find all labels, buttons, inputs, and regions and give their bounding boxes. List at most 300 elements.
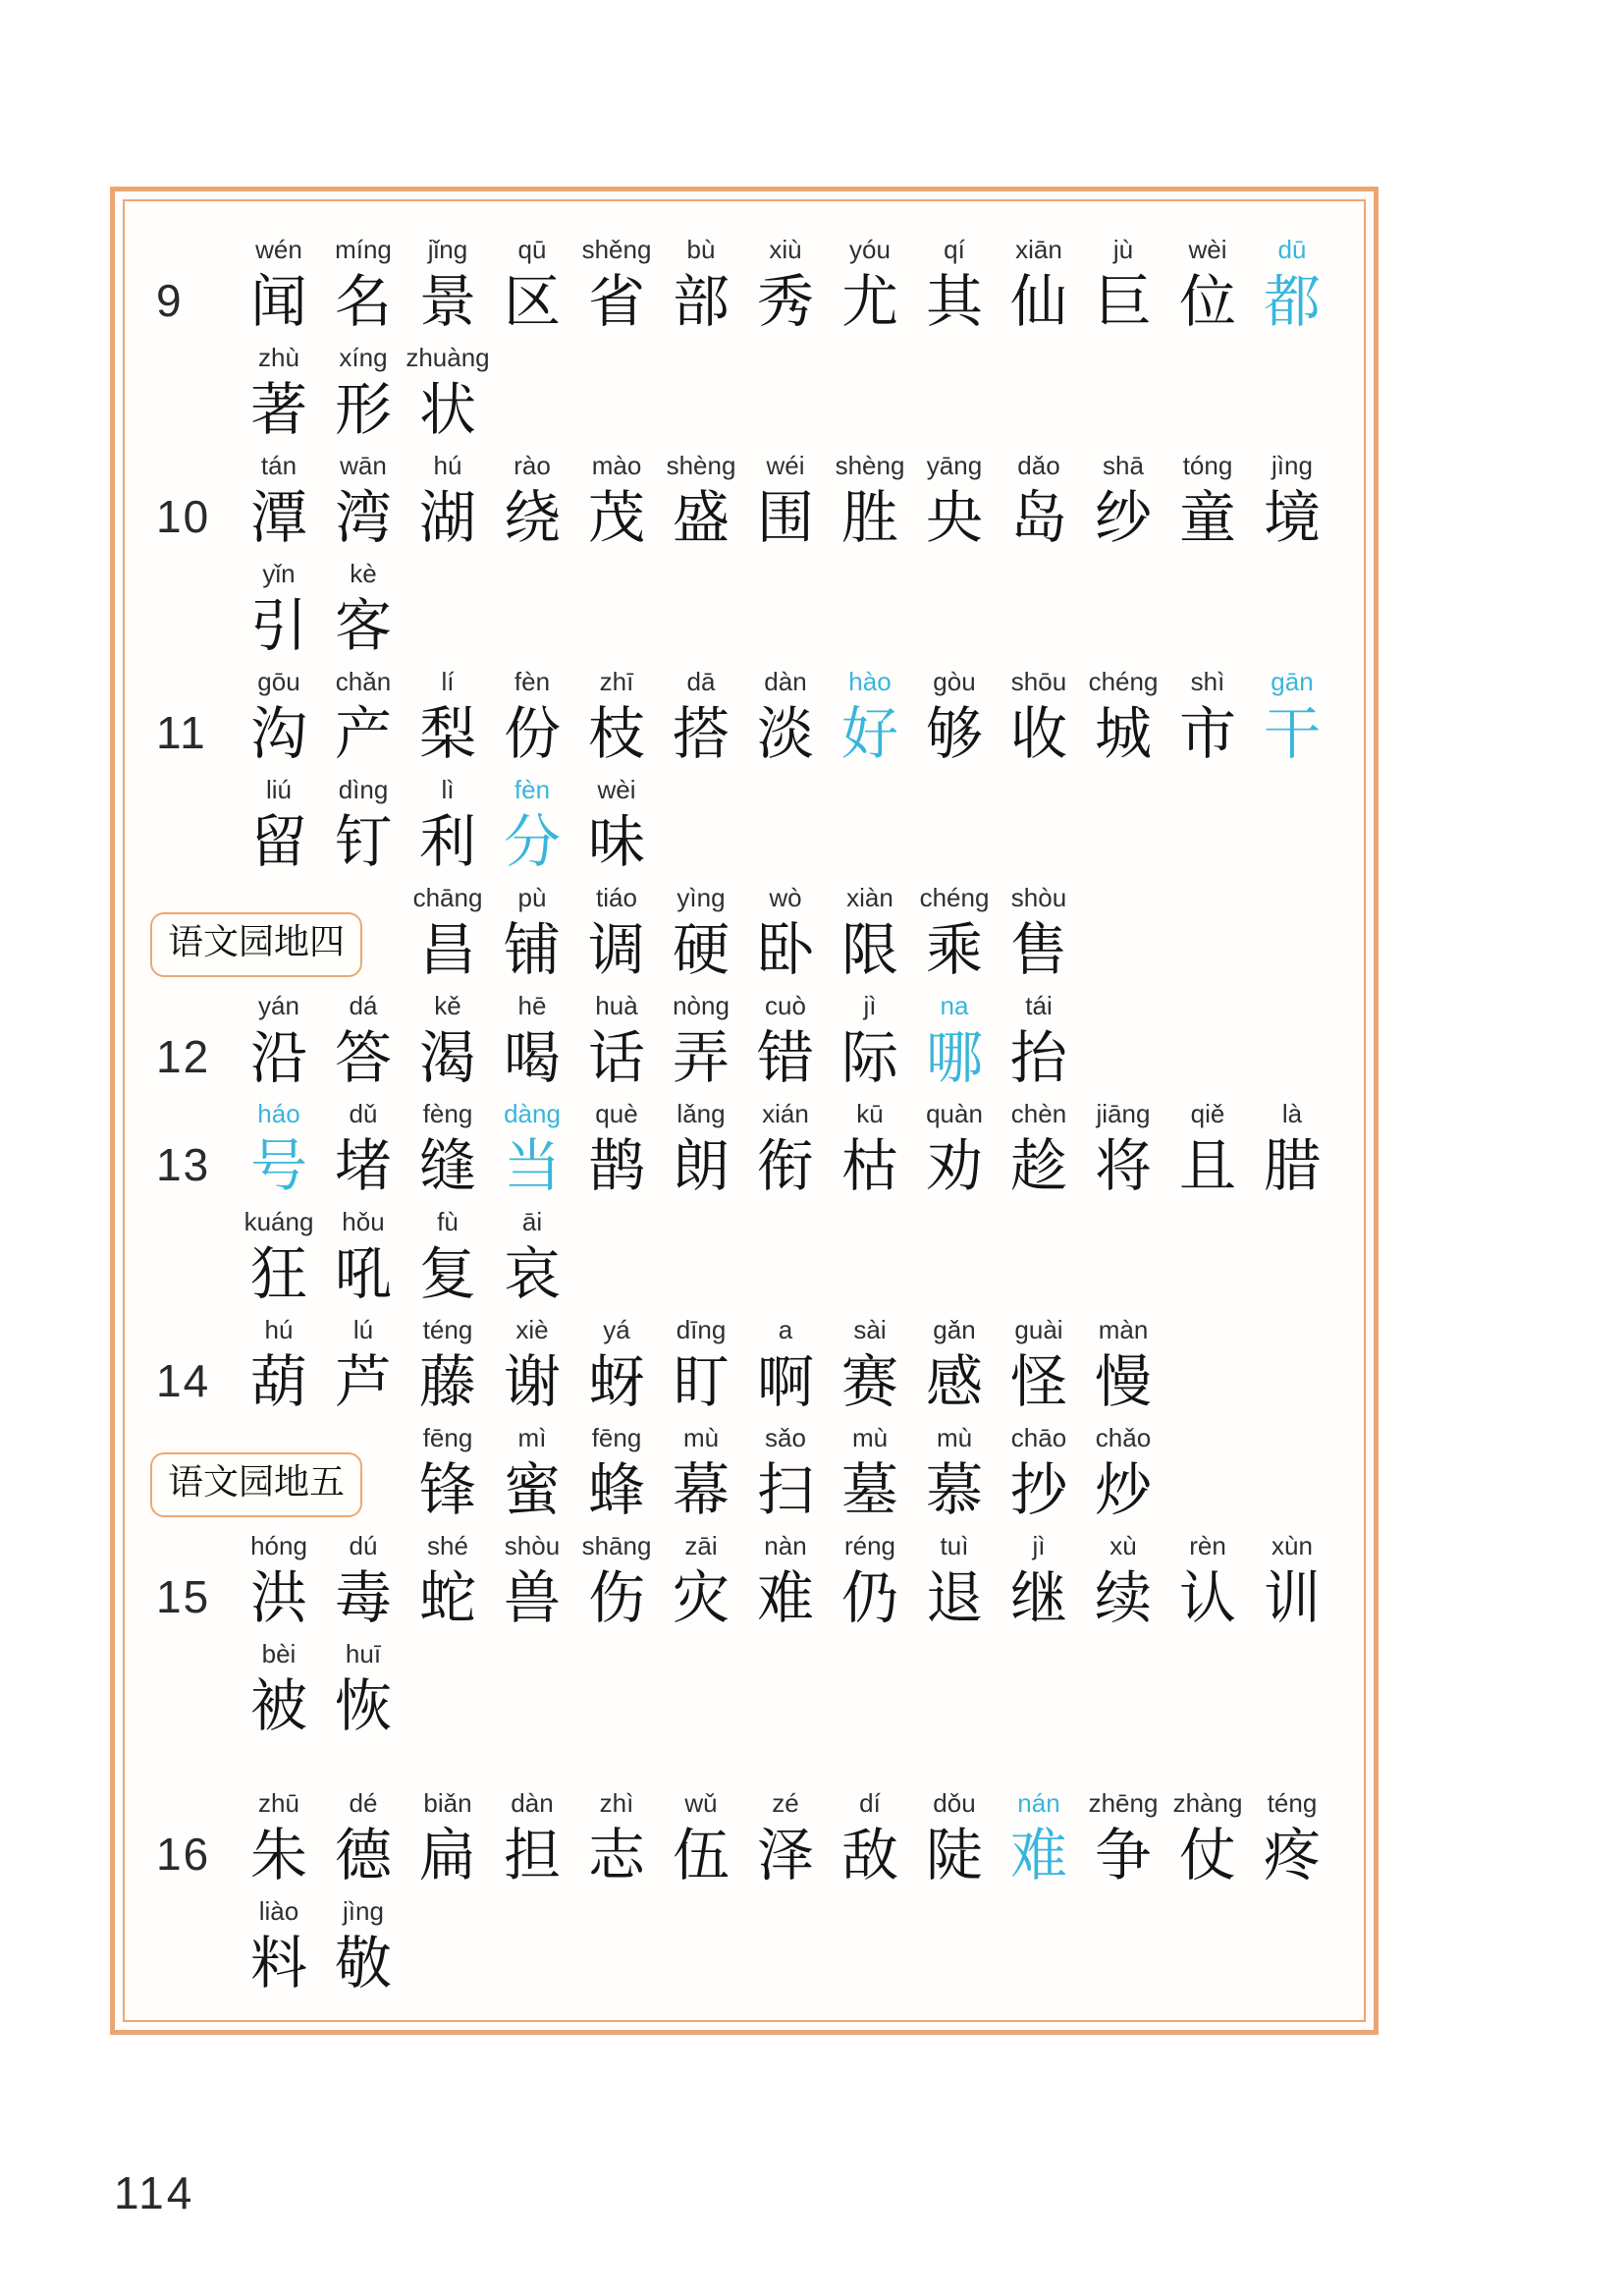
pinyin: mù bbox=[936, 1423, 973, 1452]
hanzi: 志 bbox=[587, 1822, 645, 1888]
hanzi: 引 bbox=[249, 592, 307, 659]
pinyin: zhàng bbox=[1172, 1788, 1243, 1818]
pinyin: tán bbox=[260, 451, 298, 480]
pinyin: nán bbox=[1017, 1788, 1060, 1818]
hanzi: 陡 bbox=[925, 1822, 983, 1888]
vocab-cell bbox=[1081, 447, 1165, 555]
hanzi: 梨 bbox=[418, 700, 476, 767]
pinyin: qiě bbox=[1190, 1099, 1225, 1128]
pinyin: jìng bbox=[1271, 451, 1313, 480]
lesson-number: 11 bbox=[156, 707, 207, 758]
hanzi: 蛇 bbox=[418, 1564, 476, 1631]
hanzi: 谢 bbox=[503, 1348, 561, 1415]
vocab-cell bbox=[237, 1784, 321, 1892]
hanzi: 客 bbox=[334, 592, 392, 659]
pinyin: cuò bbox=[765, 991, 806, 1020]
hanzi: 尤 bbox=[840, 268, 898, 335]
hanzi: 够 bbox=[925, 700, 983, 767]
hanzi: 朱 bbox=[249, 1822, 307, 1888]
pinyin: bèi bbox=[261, 1639, 297, 1668]
pinyin: mào bbox=[591, 451, 642, 480]
pinyin: jù bbox=[1112, 235, 1134, 264]
vocab-cell bbox=[659, 879, 743, 987]
hanzi: 被 bbox=[249, 1672, 307, 1739]
hanzi: 劝 bbox=[925, 1132, 983, 1199]
vocab-cell bbox=[1165, 231, 1250, 339]
char-list bbox=[237, 339, 1364, 447]
pinyin: là bbox=[1281, 1099, 1303, 1128]
pinyin: hú bbox=[433, 451, 462, 480]
pinyin: gōu bbox=[257, 667, 300, 696]
vocab-cell bbox=[406, 987, 490, 1095]
pinyin: wǔ bbox=[684, 1788, 718, 1818]
hanzi: 兽 bbox=[503, 1564, 561, 1631]
pinyin: dàn bbox=[764, 667, 807, 696]
pinyin: dā bbox=[686, 667, 716, 696]
pinyin: fēng bbox=[591, 1423, 642, 1452]
vocab-cell bbox=[828, 231, 912, 339]
pinyin: fèn bbox=[514, 667, 551, 696]
pinyin: zāi bbox=[684, 1531, 718, 1560]
char-list bbox=[237, 1203, 1364, 1311]
hanzi: 铺 bbox=[503, 916, 561, 983]
lesson-number-col bbox=[136, 231, 237, 339]
vocab-cell bbox=[1165, 663, 1250, 771]
hanzi: 墓 bbox=[840, 1456, 898, 1523]
pinyin: dú bbox=[349, 1531, 378, 1560]
hanzi: 衔 bbox=[756, 1132, 814, 1199]
hanzi: 茂 bbox=[587, 484, 645, 551]
pinyin: tuì bbox=[940, 1531, 969, 1560]
char-list bbox=[237, 1635, 1364, 1743]
vocab-cell bbox=[1250, 231, 1334, 339]
pinyin: shì bbox=[1190, 667, 1225, 696]
vocab-cell bbox=[490, 231, 574, 339]
lesson-number: 15 bbox=[156, 1571, 211, 1622]
hanzi: 沿 bbox=[249, 1024, 307, 1091]
vocab-cell bbox=[321, 663, 406, 771]
hanzi: 堵 bbox=[334, 1132, 392, 1199]
pinyin: wèi bbox=[597, 775, 636, 804]
vocab-cell bbox=[406, 1311, 490, 1419]
vocab-cell bbox=[1081, 1095, 1165, 1203]
vocab-cell bbox=[1165, 1784, 1250, 1892]
char-list bbox=[237, 447, 1364, 555]
hanzi: 担 bbox=[503, 1822, 561, 1888]
pinyin: kè bbox=[350, 559, 377, 588]
hanzi: 泽 bbox=[756, 1822, 814, 1888]
vocab-row bbox=[136, 1419, 1364, 1527]
vocab-cell bbox=[406, 771, 490, 879]
hanzi: 锋 bbox=[418, 1456, 476, 1523]
vocab-cell bbox=[743, 987, 828, 1095]
vocab-cell bbox=[743, 231, 828, 339]
hanzi: 恢 bbox=[334, 1672, 392, 1739]
vocab-cell bbox=[828, 1784, 912, 1892]
hanzi: 闻 bbox=[249, 268, 307, 335]
pinyin: lú bbox=[352, 1315, 374, 1344]
pinyin: zhī bbox=[599, 667, 634, 696]
pinyin: nòng bbox=[673, 991, 730, 1020]
pinyin: gǎn bbox=[933, 1315, 976, 1344]
pinyin: zhì bbox=[599, 1788, 634, 1818]
pinyin: dàng bbox=[504, 1099, 561, 1128]
hanzi: 湾 bbox=[334, 484, 392, 551]
vocab-cell bbox=[406, 1095, 490, 1203]
hanzi: 收 bbox=[1009, 700, 1067, 767]
vocab-row bbox=[136, 555, 1364, 663]
vocab-cell bbox=[997, 987, 1081, 1095]
vocab-row bbox=[136, 231, 1364, 339]
lesson-number-col bbox=[136, 1095, 237, 1203]
pinyin: sǎo bbox=[765, 1423, 806, 1452]
vocab-cell bbox=[237, 1095, 321, 1203]
pinyin: dé bbox=[349, 1788, 378, 1818]
vocab-row bbox=[136, 879, 1364, 987]
vocab-cell bbox=[490, 1095, 574, 1203]
hanzi: 扫 bbox=[756, 1456, 814, 1523]
hanzi: 利 bbox=[418, 808, 476, 875]
vocab-cell bbox=[574, 231, 659, 339]
pinyin: hē bbox=[517, 991, 547, 1020]
pinyin: zé bbox=[772, 1788, 799, 1818]
vocab-cell bbox=[1081, 663, 1165, 771]
hanzi: 仗 bbox=[1178, 1822, 1236, 1888]
lesson-number: 10 bbox=[156, 491, 211, 542]
pinyin: quàn bbox=[926, 1099, 983, 1128]
vocab-cell bbox=[490, 1784, 574, 1892]
vocab-cell bbox=[406, 1527, 490, 1635]
hanzi: 蚜 bbox=[587, 1348, 645, 1415]
vocab-cell bbox=[490, 447, 574, 555]
vocab-cell bbox=[406, 447, 490, 555]
vocab-cell bbox=[321, 771, 406, 879]
vocab-cell bbox=[912, 1419, 997, 1527]
vocab-cell bbox=[659, 1311, 743, 1419]
lesson-number-col bbox=[136, 1203, 237, 1311]
pinyin: chǎo bbox=[1095, 1423, 1152, 1452]
pinyin: shé bbox=[427, 1531, 468, 1560]
pinyin: biǎn bbox=[423, 1788, 472, 1818]
pinyin: liào bbox=[258, 1896, 299, 1926]
pinyin: wén bbox=[255, 235, 302, 264]
pinyin: rào bbox=[514, 451, 551, 480]
hanzi: 葫 bbox=[249, 1348, 307, 1415]
hanzi: 央 bbox=[925, 484, 983, 551]
unit-label: 语文园地四 bbox=[150, 912, 362, 977]
hanzi: 争 bbox=[1094, 1822, 1152, 1888]
char-list bbox=[406, 1419, 1364, 1527]
vocab-row bbox=[136, 339, 1364, 447]
lesson-number-col bbox=[136, 987, 237, 1095]
pinyin: rèn bbox=[1189, 1531, 1226, 1560]
pinyin: tóng bbox=[1182, 451, 1233, 480]
hanzi: 乘 bbox=[925, 916, 983, 983]
pinyin: wéi bbox=[766, 451, 805, 480]
pinyin: xíng bbox=[339, 343, 388, 372]
vocab-cell bbox=[828, 663, 912, 771]
vocab-cell bbox=[406, 1784, 490, 1892]
vocab-cell bbox=[828, 1419, 912, 1527]
vocab-cell bbox=[237, 1311, 321, 1419]
pinyin: míng bbox=[335, 235, 392, 264]
pinyin: shòu bbox=[504, 1531, 561, 1560]
unit-label-col bbox=[136, 1419, 406, 1527]
hanzi: 都 bbox=[1263, 268, 1321, 335]
pinyin: shòu bbox=[1010, 883, 1067, 912]
pinyin: kě bbox=[434, 991, 461, 1020]
hanzi: 仙 bbox=[1009, 268, 1067, 335]
lesson-number: 12 bbox=[156, 1031, 211, 1082]
vocab-cell bbox=[406, 231, 490, 339]
hanzi: 潭 bbox=[249, 484, 307, 551]
vocab-cell bbox=[490, 1311, 574, 1419]
lesson-number-col bbox=[136, 1311, 237, 1419]
vocab-cell bbox=[743, 663, 828, 771]
vocab-cell bbox=[406, 879, 490, 987]
lesson-number: 9 bbox=[156, 275, 184, 326]
pinyin: yāng bbox=[926, 451, 983, 480]
hanzi: 干 bbox=[1263, 700, 1321, 767]
vocab-cell bbox=[659, 447, 743, 555]
vocab-cell bbox=[743, 1784, 828, 1892]
pinyin: chéng bbox=[1088, 667, 1159, 696]
pinyin: yá bbox=[603, 1315, 630, 1344]
pinyin: hóng bbox=[250, 1531, 307, 1560]
vocab-cell bbox=[659, 1419, 743, 1527]
hanzi: 区 bbox=[503, 268, 561, 335]
pinyin: a bbox=[778, 1315, 793, 1344]
vocab-cell bbox=[743, 1419, 828, 1527]
pinyin: fèng bbox=[422, 1099, 473, 1128]
hanzi: 赛 bbox=[840, 1348, 898, 1415]
char-list bbox=[237, 1784, 1364, 1892]
vocab-cell bbox=[912, 1311, 997, 1419]
vocab-cell bbox=[912, 231, 997, 339]
hanzi: 炒 bbox=[1094, 1456, 1152, 1523]
pinyin: fēng bbox=[422, 1423, 473, 1452]
hanzi: 蜂 bbox=[587, 1456, 645, 1523]
vocab-row bbox=[136, 987, 1364, 1095]
hanzi: 部 bbox=[672, 268, 730, 335]
vocab-cell bbox=[1250, 447, 1334, 555]
pinyin: xiè bbox=[515, 1315, 549, 1344]
hanzi: 枯 bbox=[840, 1132, 898, 1199]
lesson-number-col bbox=[136, 555, 237, 663]
pinyin: nàn bbox=[764, 1531, 807, 1560]
vocab-cell bbox=[997, 1311, 1081, 1419]
hanzi: 省 bbox=[587, 268, 645, 335]
hanzi: 难 bbox=[1009, 1822, 1067, 1888]
page-frame bbox=[110, 187, 1379, 2035]
hanzi: 续 bbox=[1094, 1564, 1152, 1631]
pinyin: jì bbox=[863, 991, 877, 1020]
pinyin: na bbox=[940, 991, 969, 1020]
hanzi: 好 bbox=[840, 700, 898, 767]
vocab-cell bbox=[237, 771, 321, 879]
hanzi: 分 bbox=[503, 808, 561, 875]
pinyin: dīng bbox=[676, 1315, 727, 1344]
pinyin: liú bbox=[265, 775, 292, 804]
pinyin: háo bbox=[257, 1099, 300, 1128]
pinyin: kū bbox=[856, 1099, 884, 1128]
vocab-cell bbox=[1081, 1784, 1165, 1892]
vocab-cell bbox=[912, 987, 997, 1095]
vocab-row bbox=[136, 1784, 1364, 1892]
hanzi: 朗 bbox=[672, 1132, 730, 1199]
vocab-cell bbox=[1081, 1311, 1165, 1419]
vocab-cell bbox=[321, 555, 406, 663]
hanzi: 慢 bbox=[1094, 1348, 1152, 1415]
pinyin: màn bbox=[1098, 1315, 1149, 1344]
vocab-cell bbox=[1250, 1095, 1334, 1203]
hanzi: 童 bbox=[1178, 484, 1236, 551]
hanzi: 幕 bbox=[672, 1456, 730, 1523]
pinyin: huī bbox=[345, 1639, 382, 1668]
vocab-cell bbox=[321, 1892, 406, 2000]
vocab-cell bbox=[237, 1527, 321, 1635]
vocab-cell bbox=[237, 1635, 321, 1743]
hanzi: 德 bbox=[334, 1822, 392, 1888]
hanzi: 产 bbox=[334, 700, 392, 767]
unit-label-col bbox=[136, 879, 406, 987]
pinyin: kuáng bbox=[243, 1207, 314, 1236]
pinyin: yǐn bbox=[262, 559, 296, 588]
pinyin: gān bbox=[1271, 667, 1314, 696]
vocab-cell bbox=[237, 1203, 321, 1311]
hanzi: 绕 bbox=[503, 484, 561, 551]
pinyin: zhuàng bbox=[406, 343, 490, 372]
vocab-cell bbox=[659, 1527, 743, 1635]
vocab-cell bbox=[237, 987, 321, 1095]
vocab-cell bbox=[743, 879, 828, 987]
vocab-cell bbox=[574, 987, 659, 1095]
vocab-cell bbox=[997, 879, 1081, 987]
hanzi: 腊 bbox=[1263, 1132, 1321, 1199]
vocab-row bbox=[136, 663, 1364, 771]
unit-label: 语文园地五 bbox=[150, 1452, 362, 1517]
hanzi: 敌 bbox=[840, 1822, 898, 1888]
hanzi: 抄 bbox=[1009, 1456, 1067, 1523]
hanzi: 形 bbox=[334, 376, 392, 443]
pinyin: xián bbox=[762, 1099, 809, 1128]
pinyin: xù bbox=[1109, 1531, 1137, 1560]
vocab-cell bbox=[1081, 231, 1165, 339]
vocab-cell bbox=[574, 1419, 659, 1527]
hanzi: 敬 bbox=[334, 1930, 392, 1996]
vocab-cell bbox=[574, 663, 659, 771]
vocab-cell bbox=[574, 879, 659, 987]
hanzi: 哀 bbox=[503, 1240, 561, 1307]
hanzi: 吼 bbox=[334, 1240, 392, 1307]
vocab-cell bbox=[828, 1311, 912, 1419]
vocab-cell bbox=[912, 447, 997, 555]
hanzi: 喝 bbox=[503, 1024, 561, 1091]
vocab-cell bbox=[1081, 1527, 1165, 1635]
vocab-cell bbox=[321, 1203, 406, 1311]
vocab-row bbox=[136, 1635, 1364, 1743]
hanzi: 昌 bbox=[418, 916, 476, 983]
pinyin: chāo bbox=[1010, 1423, 1067, 1452]
hanzi: 话 bbox=[587, 1024, 645, 1091]
hanzi: 围 bbox=[756, 484, 814, 551]
hanzi: 灾 bbox=[672, 1564, 730, 1631]
hanzi: 淡 bbox=[756, 700, 814, 767]
hanzi: 鹊 bbox=[587, 1132, 645, 1199]
vocab-cell bbox=[1250, 663, 1334, 771]
pinyin: lì bbox=[441, 775, 455, 804]
vocab-cell bbox=[321, 1311, 406, 1419]
hanzi: 际 bbox=[840, 1024, 898, 1091]
vocab-cell bbox=[828, 1527, 912, 1635]
vocab-cell bbox=[997, 231, 1081, 339]
vocab-cell bbox=[997, 447, 1081, 555]
vocab-cell bbox=[237, 231, 321, 339]
pinyin: lǎng bbox=[676, 1099, 726, 1128]
vocab-cell bbox=[321, 1635, 406, 1743]
hanzi: 且 bbox=[1178, 1132, 1236, 1199]
vocab-cell bbox=[997, 1784, 1081, 1892]
vocab-row bbox=[136, 1527, 1364, 1635]
vocab-cell bbox=[574, 771, 659, 879]
hanzi: 伤 bbox=[587, 1564, 645, 1631]
hanzi: 景 bbox=[418, 268, 476, 335]
hanzi: 抬 bbox=[1009, 1024, 1067, 1091]
pinyin: jìng bbox=[343, 1896, 384, 1926]
char-list bbox=[237, 555, 1364, 663]
hanzi: 湖 bbox=[418, 484, 476, 551]
hanzi: 纱 bbox=[1094, 484, 1152, 551]
hanzi: 著 bbox=[249, 376, 307, 443]
hanzi: 蜜 bbox=[503, 1456, 561, 1523]
pinyin: fù bbox=[437, 1207, 459, 1236]
vocab-cell bbox=[490, 1419, 574, 1527]
vocab-row bbox=[136, 1311, 1364, 1419]
vocab-cell bbox=[490, 771, 574, 879]
vocab-cell bbox=[1081, 1419, 1165, 1527]
lesson-number: 14 bbox=[156, 1355, 211, 1406]
vocab-cell bbox=[490, 1527, 574, 1635]
vocab-cell bbox=[321, 1784, 406, 1892]
lesson-number-col bbox=[136, 1635, 237, 1743]
vocab-cell bbox=[237, 663, 321, 771]
hanzi: 沟 bbox=[249, 700, 307, 767]
hanzi: 感 bbox=[925, 1348, 983, 1415]
vocab-cell bbox=[912, 1784, 997, 1892]
pinyin: lí bbox=[441, 667, 455, 696]
hanzi: 名 bbox=[334, 268, 392, 335]
vocab-cell bbox=[237, 1892, 321, 2000]
hanzi: 训 bbox=[1263, 1564, 1321, 1631]
vocab-cell bbox=[912, 1527, 997, 1635]
hanzi: 啊 bbox=[756, 1348, 814, 1415]
vocab-cell bbox=[743, 1311, 828, 1419]
pinyin: dàn bbox=[511, 1788, 554, 1818]
vocab-row bbox=[136, 1203, 1364, 1311]
vocab-cell bbox=[406, 339, 490, 447]
pinyin: zhū bbox=[258, 1788, 299, 1818]
vocab-cell bbox=[321, 1095, 406, 1203]
vocab-cell bbox=[743, 447, 828, 555]
hanzi: 伍 bbox=[672, 1822, 730, 1888]
pinyin: shōu bbox=[1010, 667, 1067, 696]
vocab-cell bbox=[490, 1203, 574, 1311]
vocab-cell bbox=[659, 663, 743, 771]
lesson-number-col bbox=[136, 1784, 237, 1892]
pinyin: wān bbox=[340, 451, 387, 480]
hanzi: 市 bbox=[1178, 700, 1236, 767]
pinyin: chéng bbox=[919, 883, 990, 912]
